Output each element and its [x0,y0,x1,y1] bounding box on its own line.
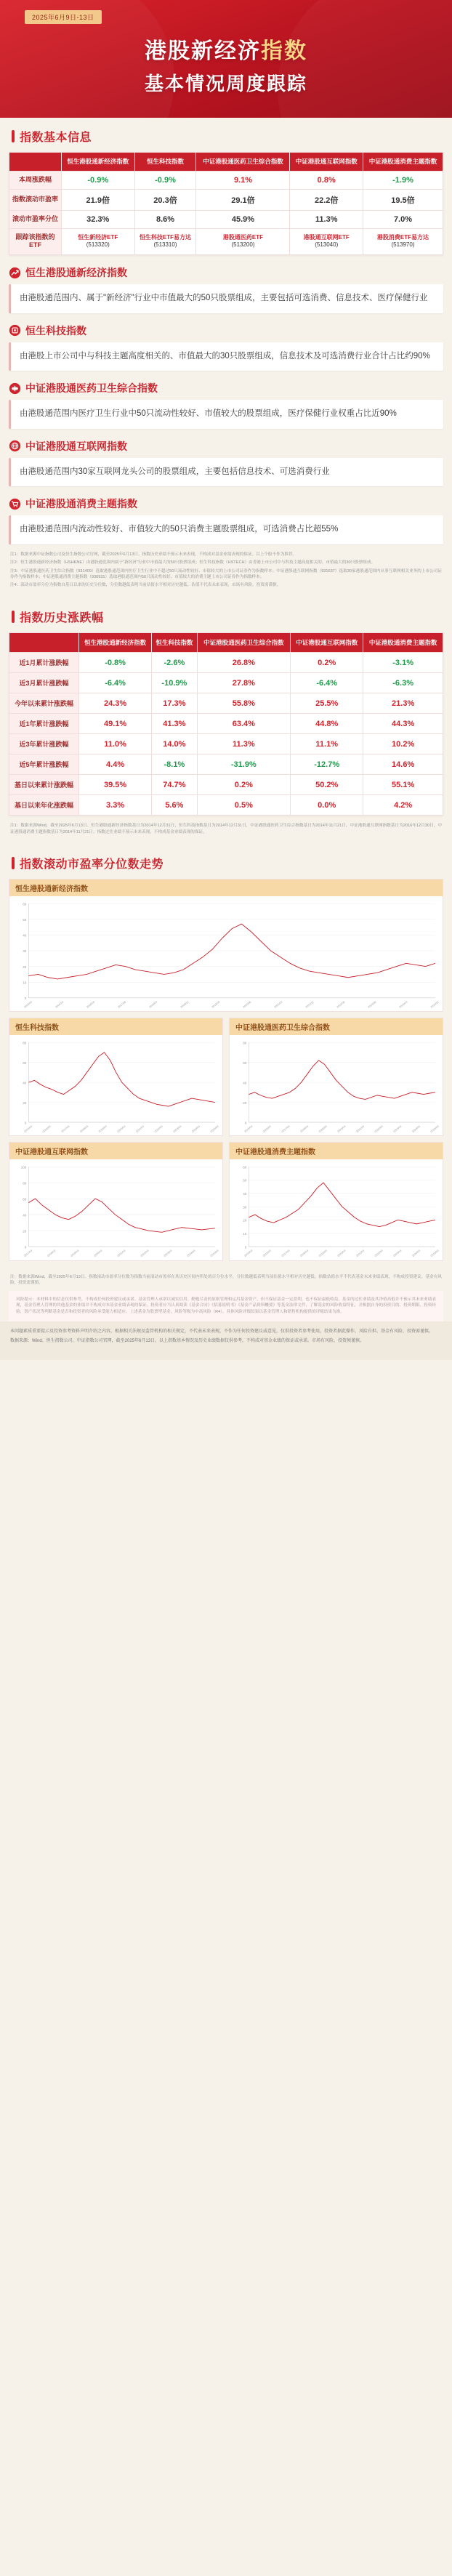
svg-text:2017/03: 2017/03 [281,1249,291,1258]
value-cell: -3.1% [363,653,443,673]
table-row [9,228,443,254]
spacer-1 [0,591,452,598]
chart-plot-hshkne [9,896,443,1011]
hist-col-consumer: 中证港股通消费主题指数 [363,632,443,653]
svg-text:20: 20 [243,1219,247,1223]
value-cell: -1.9% [363,171,443,189]
value-cell: 11.1% [291,734,363,754]
section-title-text: 指数基本信息 [20,132,92,144]
section-accent-bar-2 [12,611,15,623]
row-label: 本周涨跌幅 [9,171,62,189]
value-cell: -0.9% [134,171,196,189]
value-cell: -6.4% [79,673,152,693]
svg-text:100: 100 [20,1165,27,1170]
value-cell: 20.3倍 [134,189,196,210]
page-title-pre: 港股新经济 [145,39,261,63]
col-hstech: 恒生科技指数 [134,153,196,172]
svg-text:2020/06: 2020/06 [242,1000,252,1009]
index-card [0,496,452,544]
hist-table-wrap [0,632,452,816]
risk-disclaimer: 风险提示：本材料中的信息仅供参考，不构成任何投资建议或承诺。基金管理人承诺以诚实信用、勤勉尽责的原则管理和运用基金资产，但不保证基金一定盈利，也不保证最低收益。基金的过往业绩及其净值高低并不预示其未来业绩表现，基金管理人管理的其他基金的业绩并不构成对本基金业绩表现的保证。投资者应当认真阅读《基金合同》《招募说明书》《基金产品资料概要》等基金法律文件，了解基金的风险收益特征，并根据自身的投资目的、投资期限、投资经验、资产状况等判断基金是否和投资者的风险承受能力相适应。上述基金为股票型基金，风险等级为中高风险（R4），具体风险评级结果以基金管理人和销售机构提供的评级结果为准。 [9,1291,443,1321]
chart-title-hshkne: 恒生港股通新经济指数 [9,880,443,896]
table-row [9,754,443,775]
index-card-title: 中证港股通消费主题指数 [25,498,137,510]
svg-text:2022/09: 2022/09 [336,1000,346,1009]
value-cell: 55.1% [363,775,443,795]
svg-text:2020/03: 2020/03 [336,1124,347,1134]
chip-icon [9,324,21,337]
hist-col-health: 中证港股通医药卫生综合指数 [197,632,291,653]
svg-text:2017/06: 2017/06 [117,1000,127,1009]
value-cell: 11.3% [197,734,291,754]
index-card-description: 由港股通范围内流动性较好、市值较大的50只消费主题股票组成，可选消费占比超55% [9,515,443,544]
svg-text:2023/03: 2023/03 [392,1124,403,1134]
value-cell: 8.6% [134,210,196,228]
etf-cell: 港股通互联网ETF (513040) [290,228,363,254]
row-label: 跟踪该指数的ETF [9,228,62,254]
section-title-history [0,608,452,625]
table-row [9,775,443,795]
chart-row-1 [9,1018,443,1142]
svg-text:2025/03: 2025/03 [429,1124,440,1134]
etf-cell: 港股通医药ETF (513200) [196,228,290,254]
index-card-title: 中证港股通互联网指数 [25,440,127,452]
col-hshkne: 恒生港股通新经济指数 [62,153,135,172]
index-card-head [9,265,443,280]
chart-plot-consumer [230,1159,443,1260]
hist-table-body [9,653,443,816]
index-card [0,265,452,313]
value-cell: -2.6% [152,653,197,673]
value-cell: -31.9% [197,754,291,775]
value-cell: 27.8% [197,673,291,693]
chart-title-hstech: 恒生科技指数 [9,1018,222,1035]
section-title-text-2: 指数历史涨跌幅 [20,611,104,624]
svg-text:60: 60 [23,902,27,906]
svg-text:2021/03: 2021/03 [355,1124,366,1134]
spacer-2 [0,837,452,845]
svg-text:30: 30 [23,949,27,954]
section-accent-bar-3 [12,857,15,869]
svg-text:2022/03: 2022/03 [374,1124,384,1134]
svg-text:60: 60 [23,1060,27,1065]
chart-box-consumer [229,1142,443,1260]
section-title-basic-info [0,128,452,145]
table-header-row [9,153,443,172]
svg-text:40: 40 [23,1081,27,1085]
svg-text:2023/03: 2023/03 [172,1124,182,1134]
svg-text:2024/03: 2024/03 [398,1000,408,1009]
value-cell: 44.8% [291,714,363,734]
index-basic-info-table [9,152,443,255]
section-title-text-3: 指数滚动市盈率分位数走势 [20,858,164,872]
value-cell: 14.6% [363,754,443,775]
value-cell: 7.0% [363,210,443,228]
chart-svg [12,1162,219,1258]
footnote-line: 注1：数据来源中证指数公司及恒生指数公司官网，截至2025年6月13日。指数历史业绩不预示未来表现，不构成对基金业绩表现的保证。以上个股不作为推荐。 [10,552,297,557]
table-row [9,795,443,816]
page-title-highlight: 指数 [261,39,307,63]
index-cards-host [0,265,452,544]
svg-text:2020/03: 2020/03 [116,1124,126,1134]
svg-text:20: 20 [243,1100,247,1105]
svg-text:20: 20 [23,1100,27,1105]
svg-text:2023/03: 2023/03 [163,1249,173,1258]
row-label: 基日以来累计涨跌幅 [9,775,79,795]
table-row [9,673,443,693]
value-cell: 55.8% [197,693,291,714]
bottom-note-line: 数据来源：Wind、恒生指数公司、中证指数公司官网，截至2025年6月13日。以上指数基本情况及历史业绩数据仅供参考，不构成对基金业绩的保证或承诺。市场有风险，投资须谨慎。 [10,1339,365,1344]
chart-box-hshkne [9,879,443,1012]
value-cell: -6.4% [291,673,363,693]
chart-box-hstech [9,1018,223,1136]
svg-text:2017/03: 2017/03 [281,1124,291,1134]
value-cell: 11.3% [290,210,363,228]
index-card-head [9,496,443,511]
chart-box-health [229,1018,443,1136]
svg-text:2018/03: 2018/03 [79,1124,89,1134]
svg-text:2018/03: 2018/03 [299,1124,310,1134]
table-row [9,653,443,673]
table-body [9,171,443,254]
footnote-line: 注2：恒生港股通新经济指数（HSHKNE）由港股通范围内属于"新经济"行业中市值最大的50只股票组成；恒生科技指数（HSTECH）由香港上市公司中与科技主题高度相关的、市值最大的30只股票组成。 [10,560,376,565]
svg-text:60: 60 [243,1060,247,1065]
svg-text:2019/03: 2019/03 [97,1124,108,1134]
svg-text:2015/03: 2015/03 [243,1249,254,1258]
table-row [9,693,443,714]
svg-text:2019/03: 2019/03 [70,1249,80,1258]
svg-text:2020/03: 2020/03 [93,1249,103,1258]
page-title [0,33,452,65]
value-cell: -12.7% [291,754,363,775]
value-cell: 22.2倍 [290,189,363,210]
row-label: 近1年累计涨跌幅 [9,714,79,734]
value-cell: -6.3% [363,673,443,693]
svg-text:0: 0 [244,1121,247,1125]
value-cell: 26.8% [197,653,291,673]
value-cell: -8.1% [152,754,197,775]
svg-text:2018/03: 2018/03 [299,1249,310,1258]
svg-text:60: 60 [243,1165,247,1170]
table-row [9,189,443,210]
hist-corner-cell [9,632,79,653]
hist-table-head [9,632,443,653]
value-cell: 24.3% [79,693,152,714]
value-cell: 0.0% [291,795,363,816]
index-card [0,381,452,429]
svg-text:2015/03: 2015/03 [23,1124,33,1134]
index-card-title: 恒生科技指数 [25,324,86,337]
chart-up-icon [9,267,21,279]
value-cell: 63.4% [197,714,291,734]
svg-text:2022/03: 2022/03 [153,1124,164,1134]
index-card [0,439,452,487]
chart-plot-hstech [9,1035,222,1135]
cart-icon [9,498,21,510]
row-label: 近3年累计涨跌幅 [9,734,79,754]
value-cell: 0.8% [290,171,363,189]
svg-text:2025/03: 2025/03 [209,1249,219,1258]
footnote-line: 注4：滚动市盈率分位为指数自基日以来的历史分位数，分位数越低表明当前估值水平相对历史越低。估值不代表未来表现，市场有风险，投资需谨慎。 [10,583,281,588]
etf-cell: 恒生科技ETF易方达 (513310) [134,228,196,254]
value-cell: 14.0% [152,734,197,754]
chart-row-2 [9,1142,443,1266]
row-label: 今年以来累计涨跌幅 [9,693,79,714]
index-card-head [9,323,443,338]
svg-text:2016/03: 2016/03 [41,1124,52,1134]
svg-text:2017/03: 2017/03 [60,1124,70,1134]
table-row [9,714,443,734]
svg-text:30: 30 [243,1205,247,1209]
value-cell: 4.4% [79,754,152,775]
col-health: 中证港股通医药卫生综合指数 [196,153,290,172]
chart-footnote-text: 注：数据来源Wind，截至2025年6月13日。指数滚动市盈率分位数为指数当前滚动市盈率在其历史区间内所处的百分位水平，分位数越低表明当前估值水平相对历史越低。指数估值水平不代表基金未来业绩表现，不构成投资建议。基金有风险，投资需谨慎。 [10,1274,442,1286]
svg-text:2023/06: 2023/06 [367,1000,377,1009]
svg-text:2015/03: 2015/03 [243,1124,254,1134]
row-label: 近3月累计涨跌幅 [9,673,79,693]
svg-text:40: 40 [243,1192,247,1196]
svg-text:20: 20 [23,965,27,969]
charts-container [0,879,452,1267]
svg-text:2018/03: 2018/03 [47,1249,57,1258]
svg-text:0: 0 [24,1121,27,1125]
main-table-wrap [0,152,452,255]
chart-svg [12,899,440,1010]
value-cell: 49.1% [79,714,152,734]
svg-text:40: 40 [243,1081,247,1085]
svg-text:0: 0 [24,1245,27,1249]
svg-text:2024/03: 2024/03 [191,1124,201,1134]
index-card-head [9,439,443,454]
svg-text:0: 0 [244,1245,247,1249]
hist-col-hshkne: 恒生港股通新经济指数 [79,632,152,653]
value-cell: -0.8% [79,653,152,673]
table-row [9,171,443,189]
table-row [9,734,443,754]
footnote-line: 注1：数据来源Wind，截至2025年6月13日。恒生港股通新经济指数基日为2014年12月31日，恒生科技指数基日为2014年12月31日，中证港股通医药卫生综合指数基日为2014年11月21日，中证港股通互联网指数基日为2016年12月30日，中证港股通消费主题指数基日为2014年11月21日。指数过往业绩不预示未来表现，不构成基金业绩表现的保证。 [10,824,442,834]
index-card-description: 由港股通范围内30家互联网龙头公司的股票组成，主要包括信息技术、可选消费行业 [9,458,443,487]
index-card-title: 恒生港股通新经济指数 [25,267,127,278]
chart-footnote [0,1267,452,1287]
svg-text:2024/12: 2024/12 [429,1000,440,1009]
bottom-note-line: 本问题素质重要提示及投资参考资料声明介绍之内容，根据相关法规及监管机构的相关规定，不代表未来表现，不作为任何投资建议或意见，仅供投资者参考使用，投资者据此操作，风险自担。基金有风险，投资需谨慎。 [10,1329,434,1334]
chart-svg [12,1038,219,1134]
svg-text:20: 20 [23,1229,27,1233]
value-cell: 32.3% [62,210,135,228]
svg-text:2025/03: 2025/03 [209,1124,219,1134]
value-cell: 41.3% [152,714,197,734]
value-cell: 74.7% [152,775,197,795]
value-cell: 21.9倍 [62,189,135,210]
footnotes-history [0,816,452,835]
value-cell: 19.5倍 [363,189,443,210]
svg-text:2019/03: 2019/03 [318,1249,328,1258]
svg-text:2021/03: 2021/03 [273,1000,283,1009]
svg-text:80: 80 [243,1041,247,1045]
value-cell: -10.9% [152,673,197,693]
row-label: 指数滚动市盈率 [9,189,62,210]
footnote-line: 注3：中证港股通医药卫生综合指数（931409）选取港股通范围内医疗卫生行业中不超过50只流动性较好、市值较大的上市公司证券作为指数样本；中证港股通互联网指数（931637）选取30家港股通范围内从事互联网相关业务的上市公司证券作为指数样本；中证港股通消费主题指数（930931）选取港股通范围内50只流动性较好、市值较大的消费主题上市公司证券作为指数样本。 [10,568,442,579]
index-card-description: 由港股通范围内、属于"新经济"行业中市值最大的50只股票组成，主要包括可选消费、信息技术、医疗保健行业 [9,284,443,313]
etf-cell: 恒生新经济ETF (513320) [62,228,135,254]
hist-col-internet: 中证港股通互联网指数 [291,632,363,653]
svg-text:10: 10 [243,1232,247,1236]
svg-text:0: 0 [24,997,27,1001]
chart-title-internet: 中证港股通互联网指数 [9,1143,222,1159]
col-internet: 中证港股通互联网指数 [290,153,363,172]
svg-text:2016/09: 2016/09 [86,1000,96,1009]
value-cell: 29.1倍 [196,189,290,210]
value-cell: 0.2% [197,775,291,795]
svg-text:2016/03: 2016/03 [262,1249,272,1258]
etf-cell: 港股消费ETF易方达 (513970) [363,228,443,254]
row-label: 滚动市盈率分位 [9,210,62,228]
svg-text:2015/03: 2015/03 [23,1000,33,1009]
value-cell: -0.9% [62,171,135,189]
col-consumer: 中证港股通消费主题指数 [363,153,443,172]
date-range-badge: 2025年6月9日-13日 [25,10,102,24]
value-cell: 25.5% [291,693,363,714]
value-cell: 17.3% [152,693,197,714]
value-cell: 39.5% [79,775,152,795]
svg-text:2021/03: 2021/03 [116,1249,126,1258]
svg-text:50: 50 [243,1179,247,1183]
index-card [0,323,452,371]
svg-text:2025/03: 2025/03 [429,1249,440,1258]
value-cell: 44.3% [363,714,443,734]
chart-title-health: 中证港股通医药卫生综合指数 [230,1018,443,1035]
svg-text:2018/12: 2018/12 [179,1000,190,1009]
svg-text:2021/12: 2021/12 [304,1000,315,1009]
row-label: 近5年累计涨跌幅 [9,754,79,775]
pill-icon [9,382,21,395]
hist-header-row [9,632,443,653]
svg-text:2019/09: 2019/09 [211,1000,221,1009]
section-accent-bar [12,130,15,142]
svg-text:80: 80 [23,1181,27,1186]
value-cell: 0.2% [291,653,363,673]
svg-text:2016/03: 2016/03 [262,1124,272,1134]
value-cell: 3.3% [79,795,152,816]
chart-plot-health [230,1035,443,1135]
svg-text:2021/03: 2021/03 [135,1124,145,1134]
chart-svg [233,1038,440,1134]
svg-text:2024/03: 2024/03 [186,1249,196,1258]
table-corner-cell [9,153,62,172]
value-cell: 11.0% [79,734,152,754]
svg-text:2021/03: 2021/03 [355,1249,366,1258]
svg-text:2023/03: 2023/03 [392,1249,403,1258]
page-header [0,0,452,118]
svg-text:2019/03: 2019/03 [318,1124,328,1134]
svg-text:2024/03: 2024/03 [411,1249,421,1258]
section-title-pe-percentile [0,855,452,872]
svg-text:50: 50 [23,917,27,922]
svg-text:2022/03: 2022/03 [140,1249,150,1258]
index-card-head [9,381,443,395]
svg-text:40: 40 [23,1213,27,1217]
row-label: 近1月累计涨跌幅 [9,653,79,673]
value-cell: 50.2% [291,775,363,795]
value-cell: 10.2% [363,734,443,754]
table-row [9,210,443,228]
svg-text:80: 80 [23,1041,27,1045]
page-subtitle: 基本情况周度跟踪 [144,73,307,94]
bottom-notes [0,1321,452,1360]
index-card-description: 由港股通范围内医疗卫生行业中50只流动性较好、市值较大的股票组成，医疗保健行业权重占比近90% [9,400,443,429]
row-label: 基日以来年化涨跌幅 [9,795,79,816]
svg-text:2020/03: 2020/03 [336,1249,347,1258]
svg-text:2024/03: 2024/03 [411,1124,421,1134]
index-history-return-table [9,632,443,816]
chart-plot-internet [9,1159,222,1260]
value-cell: 21.3% [363,693,443,714]
svg-text:10: 10 [23,981,27,985]
table-head [9,153,443,172]
svg-text:2015/12: 2015/12 [55,1000,65,1009]
value-cell: 4.2% [363,795,443,816]
svg-text:40: 40 [23,933,27,938]
value-cell: 0.5% [197,795,291,816]
index-card-title: 中证港股通医药卫生综合指数 [25,382,158,395]
chart-box-internet [9,1142,223,1260]
footnotes-basic-info [0,544,452,589]
hist-col-hstech: 恒生科技指数 [152,632,197,653]
chart-svg [233,1162,440,1258]
svg-text:2018/03: 2018/03 [148,1000,158,1009]
svg-text:2022/03: 2022/03 [374,1249,384,1258]
svg-text:2017/03: 2017/03 [23,1249,33,1258]
value-cell: 5.6% [152,795,197,816]
globe-icon [9,440,21,452]
svg-text:60: 60 [23,1197,27,1202]
chart-title-consumer: 中证港股通消费主题指数 [230,1143,443,1159]
value-cell: 9.1% [196,171,290,189]
index-card-description: 由港股上市公司中与科技主题高度相关的、市值最大的30只股票组成，信息技术及可选消费行业合计占比约90% [9,342,443,371]
value-cell: 45.9% [196,210,290,228]
